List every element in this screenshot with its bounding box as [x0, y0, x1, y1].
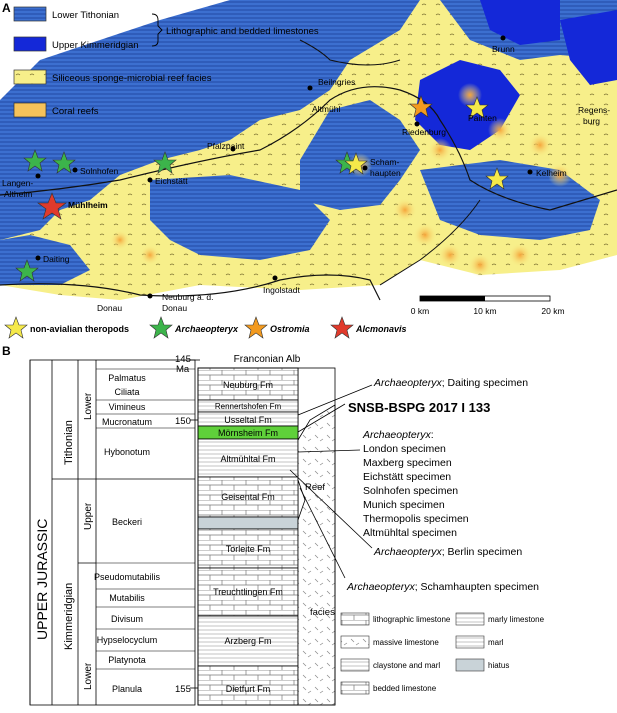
- svg-text:Altmühltal Fm: Altmühltal Fm: [220, 454, 276, 464]
- svg-text:Archaeopteryx: Archaeopteryx: [175, 324, 239, 334]
- svg-text:145: 145: [175, 354, 191, 365]
- substage-upper-kimmeridgian: Upper: [83, 502, 94, 530]
- legend-reef: Siliceous sponge-microbial reef facies: [52, 73, 212, 84]
- stage-kimmeridgian: Kimmeridgian: [63, 582, 75, 650]
- svg-text:claystone and marl: claystone and marl: [373, 661, 441, 670]
- legend-upper-kimmeridgian: Upper Kimmeridgian: [52, 40, 139, 51]
- svg-text:Altmühl: Altmühl: [312, 104, 341, 114]
- svg-text:Palmatus: Palmatus: [108, 373, 146, 383]
- svg-text:marl: marl: [488, 638, 504, 647]
- svg-text:Daiting: Daiting: [43, 254, 70, 264]
- svg-text:Platynota: Platynota: [108, 655, 146, 665]
- svg-text:Langen-: Langen-: [2, 178, 34, 188]
- panel-b-label: B: [2, 344, 11, 358]
- svg-text:Arzberg Fm: Arzberg Fm: [224, 636, 272, 646]
- stage-tithonian: Tithonian: [63, 420, 75, 465]
- facies-label: facies: [310, 607, 335, 618]
- column-title: Franconian Alb: [233, 354, 301, 365]
- specimen-annotations: [346, 377, 539, 593]
- svg-text:hiatus: hiatus: [488, 661, 510, 670]
- svg-text:Dietfurt Fm: Dietfurt Fm: [225, 684, 271, 694]
- svg-text:Maxberg specimen: Maxberg specimen: [363, 457, 452, 469]
- svg-text:Rennertshofen Fm: Rennertshofen Fm: [214, 402, 282, 411]
- lithology-legend-labels: [373, 615, 545, 693]
- svg-text:Archaeopteryx; Daiting specime: Archaeopteryx; Daiting specimen: [374, 377, 529, 389]
- svg-text:Donau: Donau: [97, 303, 123, 313]
- svg-text:Beilngries: Beilngries: [318, 77, 356, 87]
- panel-a-label: A: [2, 1, 11, 15]
- svg-text:Mucronatum: Mucronatum: [101, 417, 153, 427]
- svg-text:Brunn: Brunn: [492, 44, 515, 54]
- svg-text:Donau: Donau: [162, 303, 188, 313]
- legend-group-label: Lithographic and bedded limestones: [166, 26, 319, 37]
- svg-text:Altmühltal specimen: Altmühltal specimen: [363, 527, 457, 539]
- svg-text:Thermopolis specimen: Thermopolis specimen: [363, 513, 469, 525]
- svg-text:Ciliata: Ciliata: [114, 387, 140, 397]
- svg-text:Neuburg a. d.: Neuburg a. d.: [162, 292, 214, 302]
- legend-coral: Coral reefs: [52, 106, 99, 117]
- svg-text:burg: burg: [583, 116, 601, 126]
- svg-text:Mühlheim: Mühlheim: [68, 200, 108, 210]
- svg-text:Ostromia: Ostromia: [270, 324, 310, 334]
- svg-text:Solnhofen: Solnhofen: [80, 166, 119, 176]
- svg-text:Munich specimen: Munich specimen: [363, 499, 445, 511]
- svg-text:Solnhofen specimen: Solnhofen specimen: [363, 485, 459, 497]
- svg-text:Painten: Painten: [468, 113, 497, 123]
- svg-text:Neuburg Fm: Neuburg Fm: [222, 380, 274, 390]
- svg-text:Mörnsheim Fm: Mörnsheim Fm: [217, 428, 279, 438]
- reef-label: Reef: [305, 482, 326, 493]
- svg-text:0 km: 0 km: [410, 306, 430, 316]
- svg-text:haupten: haupten: [370, 168, 401, 178]
- svg-text:10 km: 10 km: [473, 306, 497, 316]
- stratigraphy-column: [30, 360, 372, 705]
- svg-text:Divisum: Divisum: [110, 614, 144, 624]
- legend-lower-tithonian: Lower Tithonian: [52, 10, 120, 21]
- svg-text:Vimineus: Vimineus: [108, 402, 146, 412]
- svg-text:lithographic limestone: lithographic limestone: [373, 615, 451, 624]
- svg-text:Altheim: Altheim: [4, 189, 33, 199]
- substage-lower-kimmeridgian: Lower: [83, 662, 94, 690]
- svg-text:non-avialian theropods: non-avialian theropods: [30, 324, 130, 334]
- svg-text:massive limestone: massive limestone: [373, 638, 439, 647]
- svg-text:Geisental Fm: Geisental Fm: [221, 492, 275, 502]
- svg-text:Ingolstadt: Ingolstadt: [263, 285, 300, 295]
- substage-lower-tithonian: Lower: [83, 392, 94, 420]
- svg-text:London specimen: London specimen: [363, 443, 446, 455]
- svg-text:Hypselocyclum: Hypselocyclum: [96, 635, 158, 645]
- hiatus-band: [198, 517, 298, 529]
- svg-text:155: 155: [175, 684, 191, 695]
- svg-text:Mutabilis: Mutabilis: [109, 593, 145, 603]
- svg-text:Ma: Ma: [176, 364, 190, 375]
- svg-text:Treuchtlingen Fm: Treuchtlingen Fm: [213, 587, 283, 597]
- svg-text:Alcmonavis: Alcmonavis: [356, 324, 407, 334]
- svg-text:150: 150: [175, 416, 191, 427]
- period-label: UPPER JURASSIC: [34, 518, 50, 640]
- svg-text:Scham-: Scham-: [370, 157, 400, 167]
- svg-text:Pseudomutabilis: Pseudomutabilis: [93, 572, 161, 582]
- svg-text:Kelheim: Kelheim: [536, 168, 567, 178]
- svg-text:Archaeopteryx; Schamhaupten sp: Archaeopteryx; Schamhaupten specimen: [347, 581, 540, 593]
- svg-text:marly limestone: marly limestone: [488, 615, 545, 624]
- svg-text:Beckeri: Beckeri: [111, 517, 143, 527]
- lithology-legend: [341, 613, 484, 694]
- svg-text:Regens-: Regens-: [578, 105, 611, 115]
- svg-text:Usseltal Fm: Usseltal Fm: [224, 415, 272, 425]
- svg-text:Eichstätt specimen: Eichstätt specimen: [363, 471, 452, 483]
- reef-facies-column: [298, 405, 335, 705]
- scale-labels: [411, 306, 565, 316]
- svg-text:Archaeopteryx:: Archaeopteryx:: [363, 429, 434, 441]
- svg-text:bedded limestone: bedded limestone: [373, 684, 437, 693]
- svg-text:Pfalzpaint: Pfalzpaint: [207, 141, 245, 151]
- svg-text:20 km: 20 km: [541, 306, 565, 316]
- svg-text:Riedenburg: Riedenburg: [402, 127, 446, 137]
- snsb-label: SNSB-BSPG 2017 I 133: [348, 400, 491, 415]
- svg-text:Eichstätt: Eichstätt: [155, 176, 188, 186]
- svg-text:Planula: Planula: [111, 684, 143, 694]
- svg-text:Hybonotum: Hybonotum: [103, 447, 151, 457]
- svg-text:Archaeopteryx; Berlin specimen: Archaeopteryx; Berlin specimen: [374, 546, 523, 558]
- svg-text:Torleite Fm: Torleite Fm: [225, 544, 271, 554]
